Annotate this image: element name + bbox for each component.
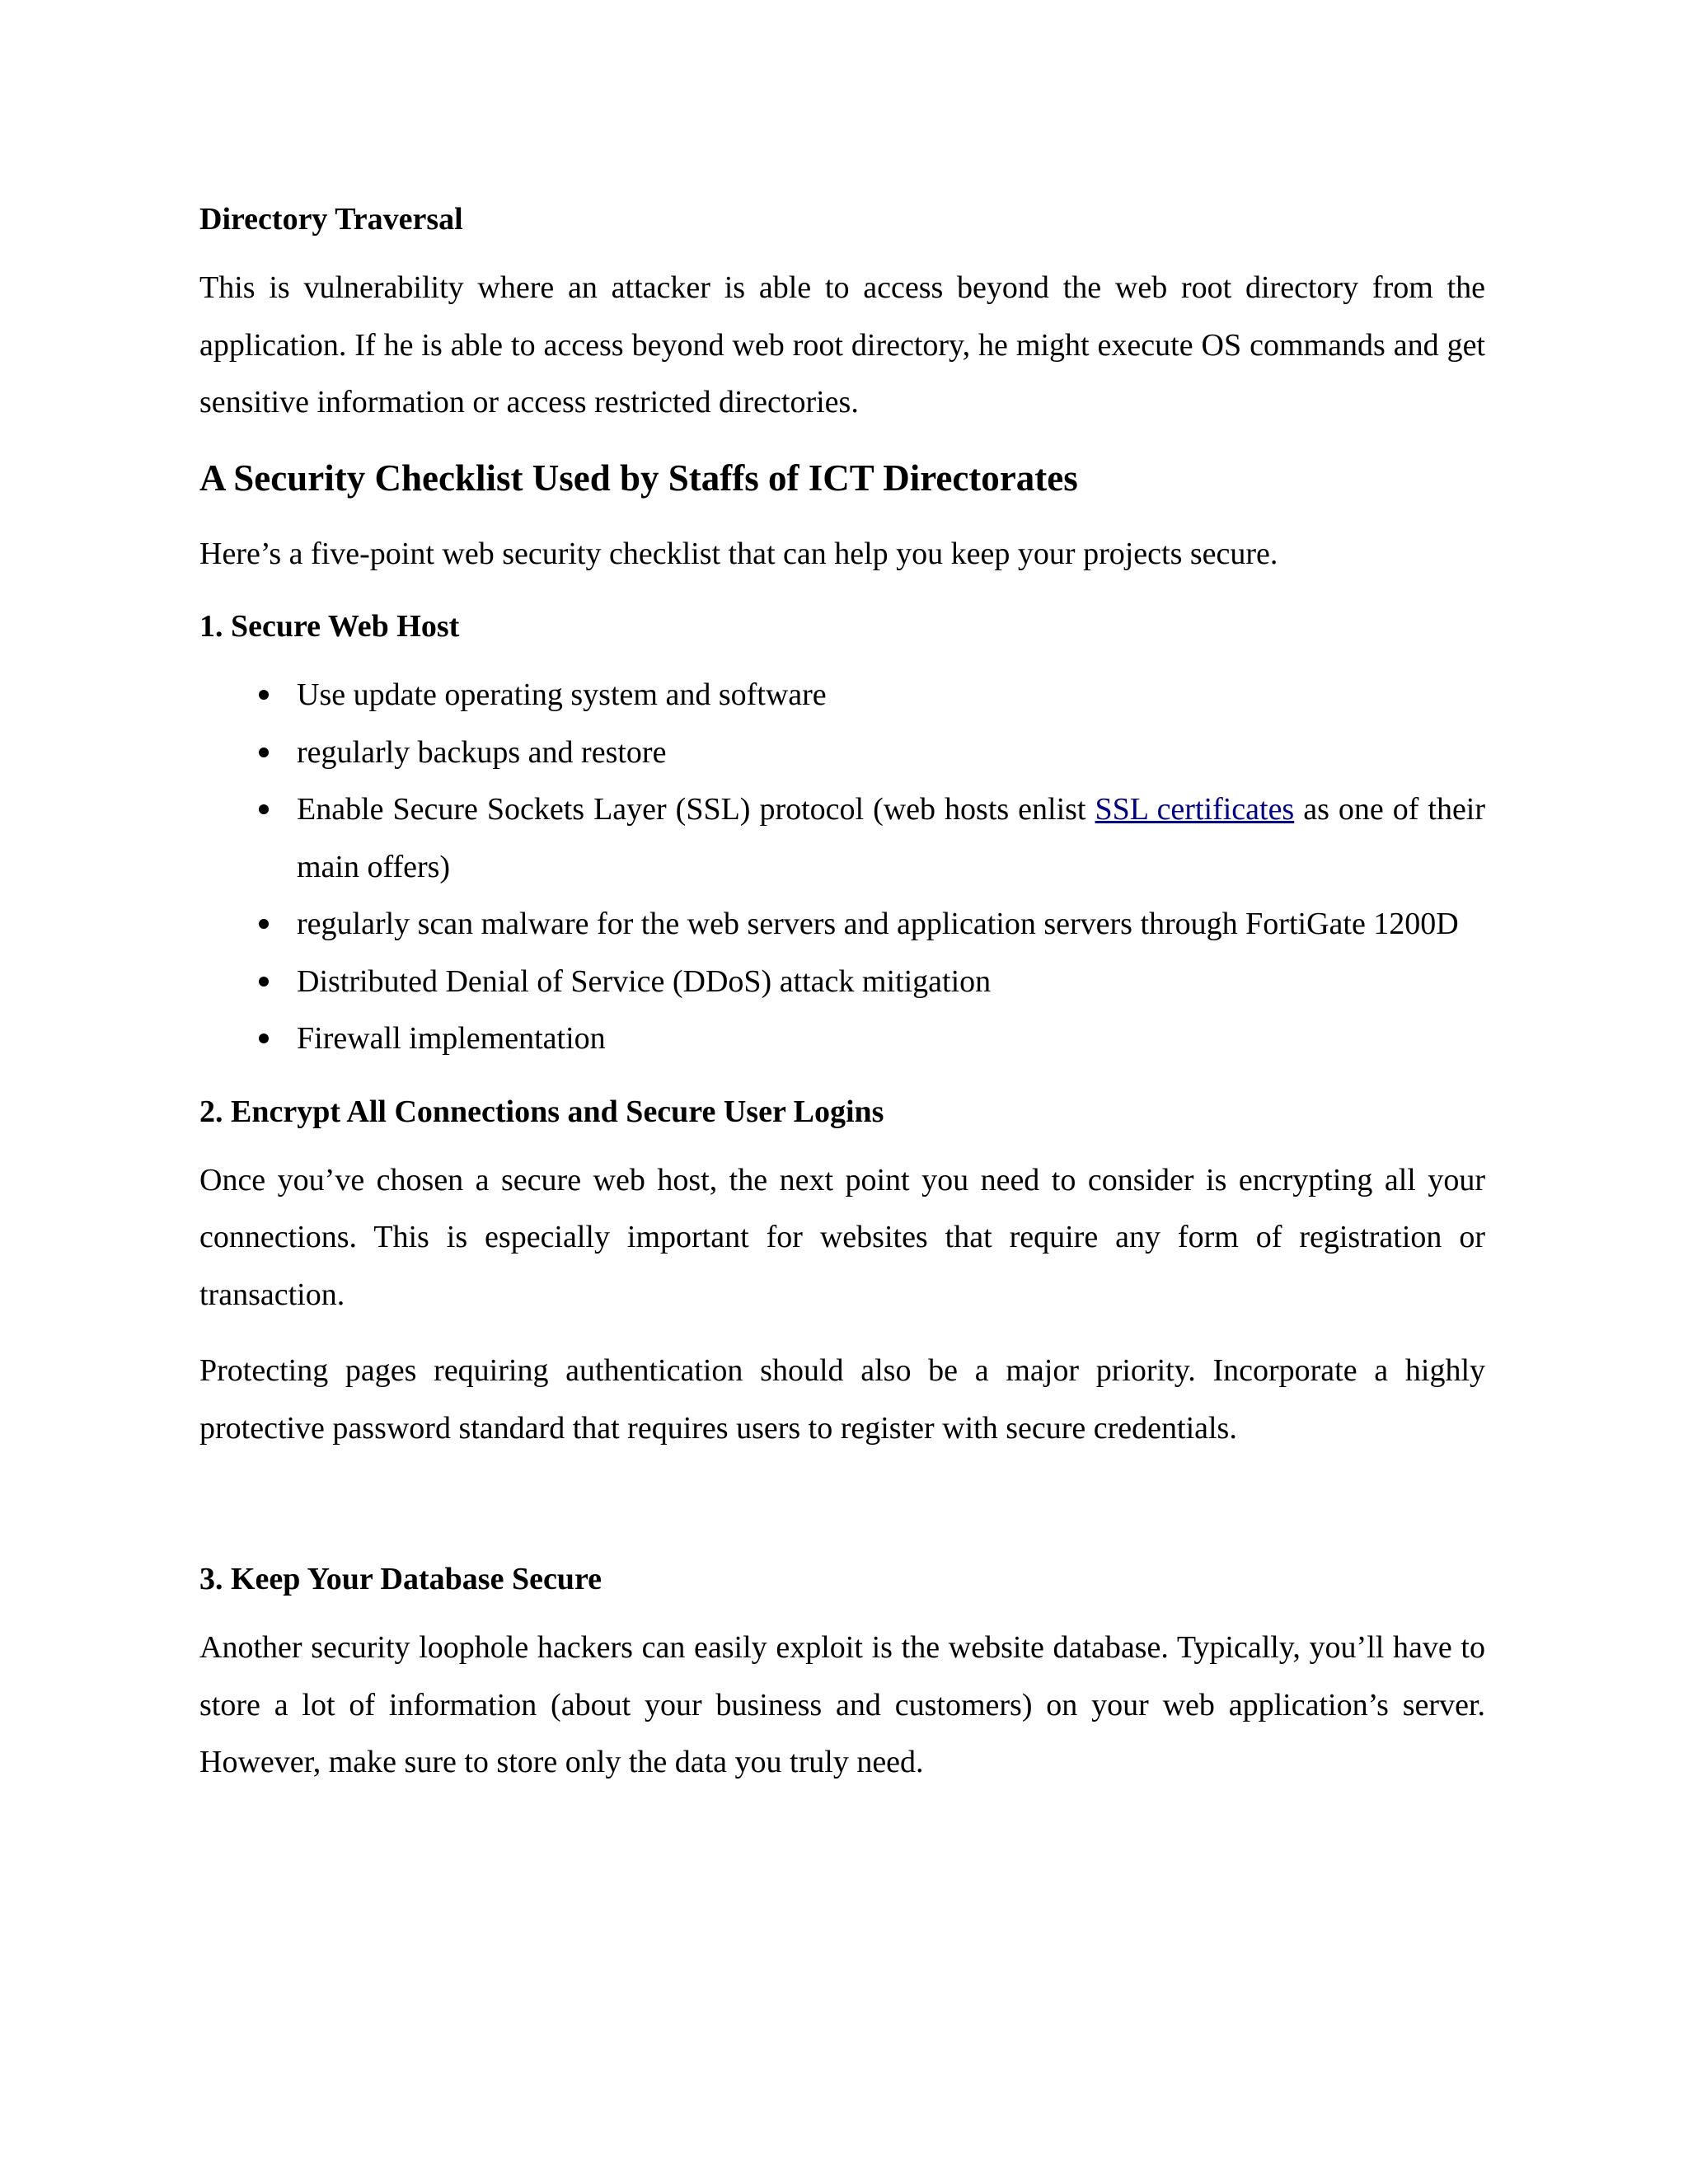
bullet-icon: [259, 977, 269, 987]
list-item-text: regularly backups and restore: [297, 734, 667, 770]
list-item: [199, 667, 1485, 724]
bullet-icon: [259, 804, 269, 814]
list-item: [199, 896, 1485, 954]
list-item-text: Use update operating system and software: [297, 677, 827, 712]
bullet-icon: [259, 748, 269, 757]
list-item-text: Distributed Denial of Service (DDoS) attack mitigation: [297, 963, 992, 999]
list-item-text-after-link: as one of their main offers): [297, 792, 1486, 884]
list-item: [199, 781, 1485, 896]
directory-traversal-heading: Directory Traversal: [199, 202, 463, 237]
section2-paragraph-2: Protecting pages requiring authentication should also be a major priority. Incorporate a highly protective password standard that requires users to register with secure credentials.: [199, 1353, 1485, 1446]
section1-bullet-list: [199, 667, 1485, 1068]
ssl-certificates-link[interactable]: SSL certificates: [1095, 792, 1295, 827]
section1-heading: 1. Secure Web Host: [199, 609, 460, 644]
section3-heading: 3. Keep Your Database Secure: [199, 1562, 602, 1596]
directory-traversal-body: This is vulnerability where an attacker is able to access beyond the web root directory from the application. If he is able to access beyond web root directory, he might execute OS commands and get sensitive information or access restricted directories.: [199, 270, 1485, 419]
checklist-title: A Security Checklist Used by Staffs of ICT Directorates: [199, 457, 1078, 499]
list-item: [199, 724, 1485, 782]
bullet-icon: [259, 1033, 269, 1043]
bullet-icon: [259, 919, 269, 929]
checklist-intro: Here’s a five-point web security checklist that can help you keep your projects secure.: [199, 536, 1278, 571]
section2-heading: 2. Encrypt All Connections and Secure User Logins: [199, 1094, 884, 1129]
bullet-icon: [259, 690, 269, 700]
list-item-text: Firewall implementation: [297, 1021, 606, 1056]
list-item: [199, 1010, 1485, 1068]
list-item-text: regularly scan malware for the web servers and application servers through FortiGate 1200D: [297, 907, 1459, 941]
list-item-text-before-link: Enable Secure Sockets Layer (SSL) protocol (web hosts enlist: [297, 792, 1095, 827]
section3-paragraph-1: Another security loophole hackers can easily exploit is the website database. Typically, you’ll have to store a lot of information (about your business and customers) on your web application’s server. However, make sure to store only the data you truly need.: [199, 1630, 1485, 1779]
section2-paragraph-1: Once you’ve chosen a secure web host, the next point you need to consider is encrypting all your connections. This is especially important for websites that require any form of registration or transaction.: [199, 1162, 1485, 1312]
document-page: [199, 194, 1485, 1792]
list-item: [199, 954, 1485, 1011]
